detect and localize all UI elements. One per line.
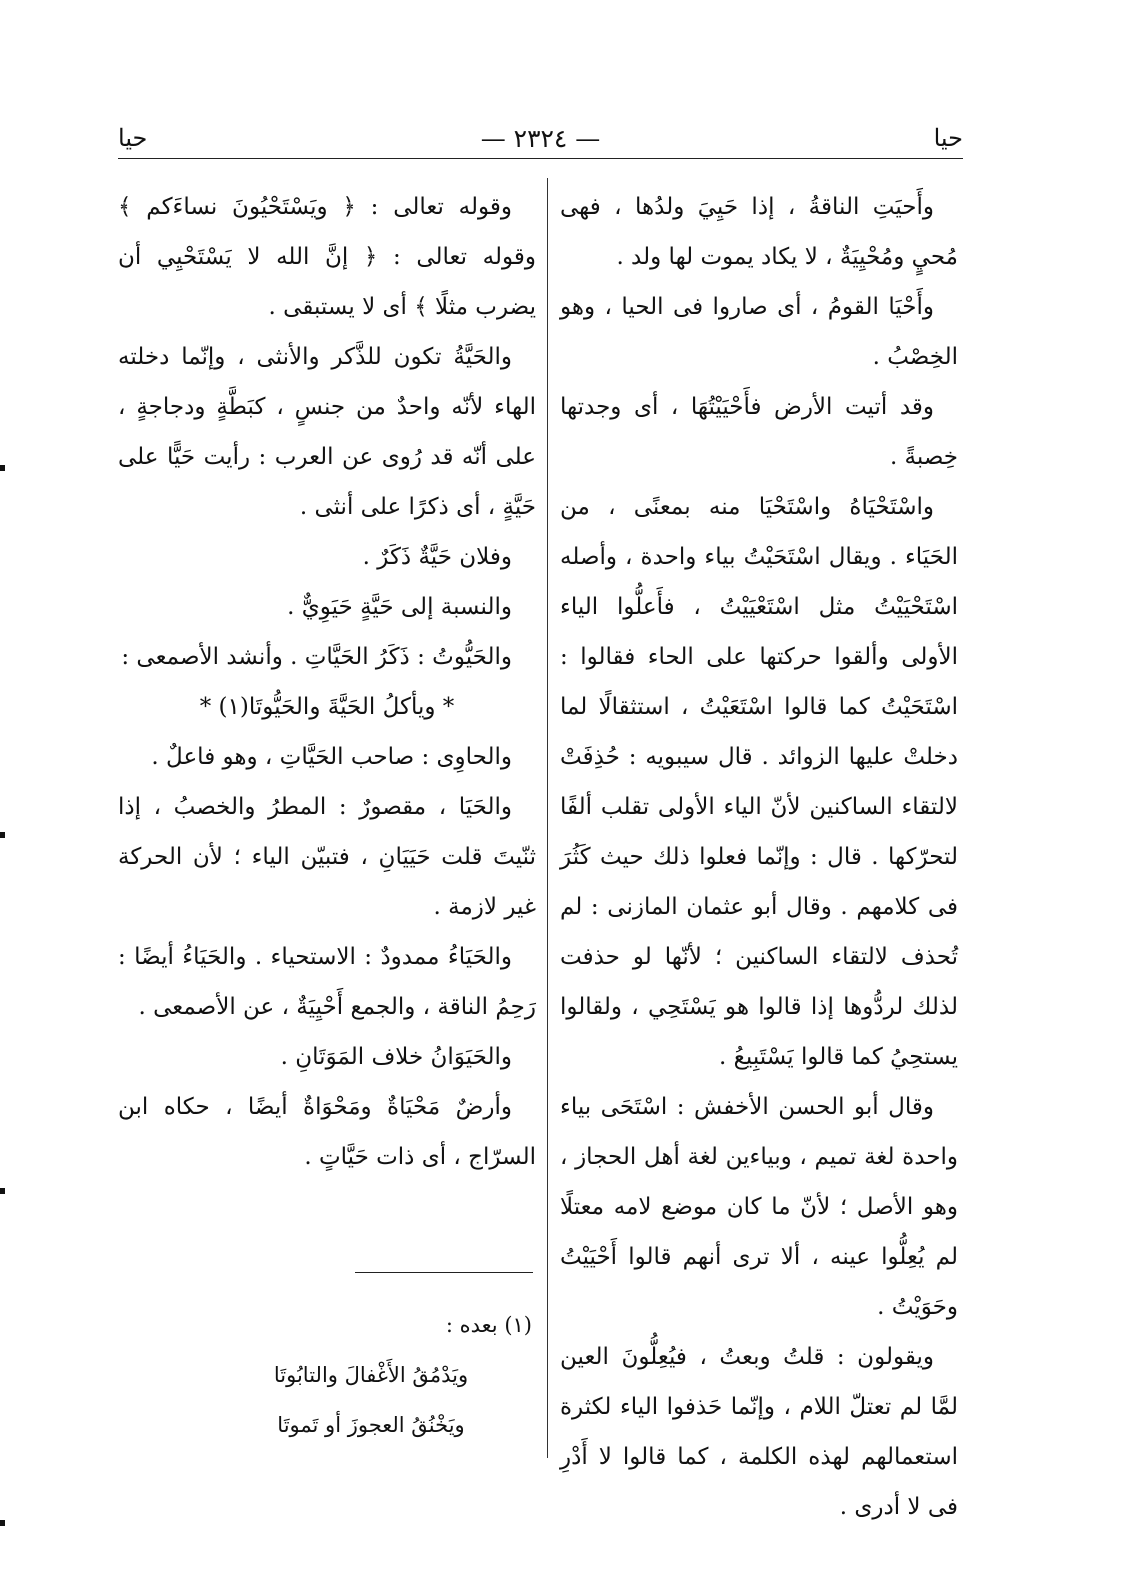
right-column — [560, 182, 958, 1532]
verse-line: * ويأكلُ الحَيَّةَ والحَيُّوتَا(١) * — [199, 694, 455, 720]
running-head-right: حيا — [933, 124, 963, 152]
scan-edge-mark — [0, 1188, 5, 1194]
column-divider — [547, 178, 548, 1458]
left-column — [118, 182, 536, 1182]
paragraph: والحَيَّةُ تكون للذَّكر والأنثى ، وإنّما دخلته الهاء لأنّه واحدٌ من جنسٍ ، كبَطَّةٍ ودجاجةٍ ، على أنّه قد رُوى عن العرب : رأيت حَيًّا على حَيَّةٍ ، أى ذكرًا على أنثى . — [118, 344, 536, 520]
footnote-rule — [355, 1272, 533, 1273]
paragraph: والحَيَوَانُ خلاف المَوَتَانِ . — [280, 1044, 512, 1070]
paragraph: والحَيُّوتُ : ذَكَرُ الحَيَّاتِ . وأنشد الأصمعى : — [121, 644, 512, 670]
footnote — [150, 1300, 532, 1450]
scan-edge-mark — [0, 465, 5, 471]
paragraph: وفلان حَيَّةٌ ذَكَرٌ . — [362, 544, 512, 570]
paragraph: وأَحْيَا القومُ ، أى صاروا فى الحيا ، وهو الخِصْبُ . — [560, 294, 958, 370]
paragraph: وأرضٌ مَحْيَاةٌ ومَحْوَاةٌ أيضًا ، حكاه ابن السرّاج ، أى ذات حَيَّاتٍ . — [118, 1094, 536, 1170]
page-header — [118, 118, 963, 158]
running-head-left: حيا — [118, 124, 148, 152]
paragraph: وقوله تعالى : ﴿ ويَسْتَحْيُونَ نساءَكم ﴾ وقوله تعالى : ﴿ إنَّ الله لا يَسْتَحْيِي أن يضرب مثلًا ﴾ أى لا يستبقى . — [118, 194, 536, 320]
footnote-verse: ويَدْمُقُ الأَغْفالَ والتابُوتَا — [273, 1363, 469, 1387]
paragraph: ويقولون : قلتُ وبعتُ ، فيُعِلُّونَ العين لمَّا لم تعتلّ اللام ، وإنّما حَذفوا الياء لكثرة استعمالهم لهذه الكلمة ، كما قالوا لا أَدْرِ فى لا أدرى . — [560, 1344, 958, 1520]
header-rule — [118, 158, 963, 159]
paragraph: والحَيَا ، مقصورٌ : المطرُ والخصبُ ، إذا ثنّيتَ قلت حَيَيَانِ ، فتبيّن الياء ؛ لأن الحركة غير لازمة . — [118, 794, 536, 920]
scan-edge-mark — [0, 1520, 5, 1526]
paragraph: والحاوِى : صاحب الحَيَّاتِ ، وهو فاعلٌ . — [151, 744, 512, 770]
paragraph: وقال أبو الحسن الأخفش : اسْتَحَى بياء واحدة لغة تميم ، وبياءين لغة أهل الحجاز ، وهو الأصل ؛ لأنّ ما كان موضع لامه معتلًا لم يُعِلُّوا عينه ، ألا ترى أنهم قالوا أَحْيَيْتُ وحَوَيْتُ . — [560, 1094, 958, 1320]
scan-edge-mark — [0, 832, 5, 838]
footnote-verse: ويَخْنُقُ العجوزَ أو تَموتَا — [277, 1413, 465, 1437]
paragraph: وأَحيَتِ الناقةُ ، إذا حَيِيَ ولدُها ، فهى مُحيٍ ومُحْيِيَةٌ ، لا يكاد يموت لها ولد . — [560, 194, 958, 270]
paragraph: وقد أتيت الأرض فأَحْيَيْتُهَا ، أى وجدتها خِصبةً . — [560, 394, 958, 470]
paragraph: والنسبة إلى حَيَّةٍ حَيَوِيٌّ . — [287, 594, 512, 620]
paragraph: والحَيَاءُ ممدودٌ : الاستحياء . والحَيَاءُ أيضًا : رَحِمُ الناقة ، والجمع أَحْيِيَةٌ ، عن الأصمعى . — [118, 944, 536, 1020]
footnote-heading: (١) بعده : — [445, 1313, 532, 1337]
paragraph: واسْتَحْيَاهُ واسْتَحْيَا منه بمعنًى ، من الحَيَاء . ويقال اسْتَحَيْتُ بياء واحدة ، وأصله اسْتَحْيَيْتُ مثل اسْتَعْيَيْتُ ، فأَعلُّوا الياء الأولى وألقوا حركتها على الحاء فقالوا : اسْتَحَيْتُ كما قالوا اسْتَعَيْتُ ، استثقالًا لما دخلتْ عليها الزوائد . قال سيبويه : حُذِفَتْ لالتقاء الساكنين لأنّ الياء الأولى تقلب ألفًا لتحرّكها . قال : وإنّما فعلوا ذلك حيث كَثُرَ فى كلامهم . وقال أبو عثمان المازنى : لم تُحذف لالتقاء الساكنين ؛ لأنّها لو حذفت لذلك لردُّوها إذا قالوا هو يَسْتَحِي ، ولقالوا يستحِيُ كما قالوا يَسْتَبِيعُ . — [560, 494, 958, 1070]
page-number: — ٢٣٢٤ — — [480, 124, 601, 153]
